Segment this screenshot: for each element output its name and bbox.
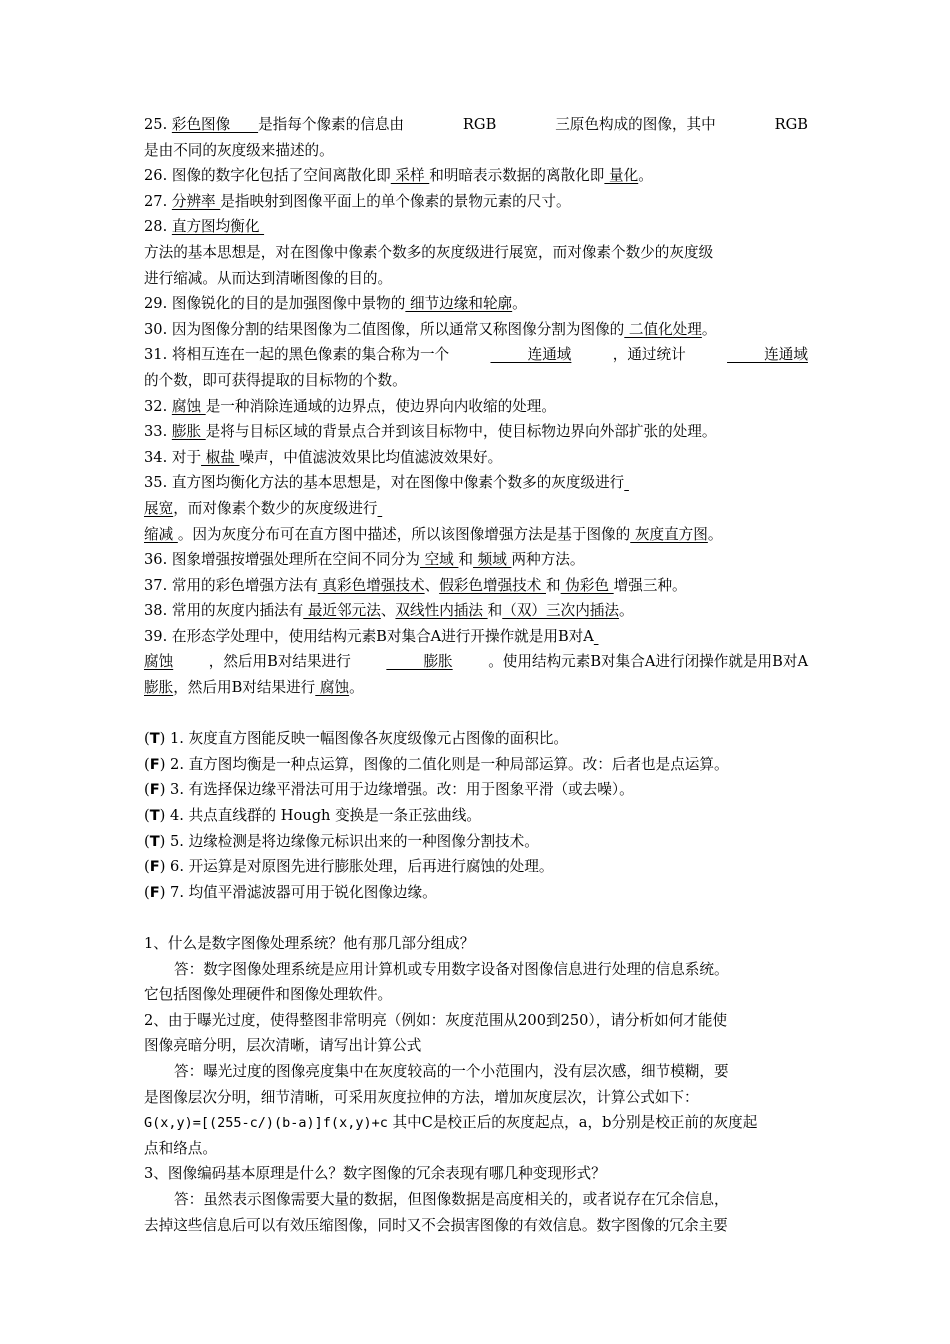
tf-mark: F: [149, 755, 160, 773]
fill-line: 的个数，即可获得提取的目标物的个数。: [144, 371, 407, 389]
question-text: 。因为灰度分布可在直方图中描述，所以该图像增强方法是基于图像的: [177, 525, 631, 543]
question-text: 29. 图像锐化的目的是加强图像中景物的: [144, 295, 406, 313]
tf-mark: T: [149, 832, 160, 850]
tf-mark: T: [149, 807, 160, 825]
tf-mark: T: [149, 730, 160, 748]
tf-mark: F: [149, 781, 160, 799]
question-text: 。: [619, 602, 634, 620]
tf-statement: 7. 均值平滑滤波器可用于锐化图像边缘。: [165, 883, 437, 901]
qa-line: 点和络点。: [144, 1139, 217, 1157]
paren: (: [144, 730, 150, 748]
question-text: 噪声，中值滤波效果比均值滤波效果好。: [239, 448, 503, 466]
fill-line: [144, 342, 808, 368]
qa-line: 是图像层次分明，细节清晰，可采用灰度拉伸的方法，增加灰度层次，计算公式如下：: [144, 1088, 699, 1106]
question-text: 。: [512, 295, 527, 313]
question-text: 31. 将相互连在一起的黑色像素的集合称为一个: [144, 346, 450, 364]
qa-line: 答：数字图像处理系统是应用计算机或专用数字设备对图像信息进行处理的信息系统。: [174, 960, 729, 978]
answer-blank: 膨胀: [144, 679, 174, 697]
question-text: 。: [638, 167, 653, 185]
fill-line: 方法的基本思想是，对在图像中像素个数多的灰度级进行展宽，而对像素个数少的灰度级: [144, 243, 714, 261]
answer-blank: 连通域: [490, 346, 572, 364]
answer-blank: 连通域: [727, 346, 808, 364]
tf-mark: F: [149, 858, 160, 876]
question-text: 27.: [144, 192, 172, 210]
question-text: 39. 在形态学处理中，使用结构元素B对集合A进行开操作就是用B对A: [144, 627, 594, 645]
answer-blank: 采样: [390, 167, 430, 185]
question-text: 。: [707, 525, 723, 543]
paren: (: [144, 832, 150, 850]
fill-line: 是由不同的灰度级来描述的。: [144, 141, 334, 159]
answer-blank: 缩减: [144, 525, 178, 543]
section-gap: [144, 905, 808, 931]
question-text: ，然后用B对结果进行: [173, 679, 316, 697]
tf-statement: 6. 开运算是对原图先进行膨胀处理，后再进行腐蚀的处理。: [165, 858, 554, 876]
fill-line: [144, 675, 808, 701]
answer-blank: [624, 474, 629, 491]
paren: ): [159, 730, 166, 748]
fill-line: [144, 214, 808, 240]
fill-line: [144, 394, 808, 420]
fill-line: [144, 470, 808, 496]
question-text: 30. 因为图像分割的结果图像为二值图像，所以通常又称图像分割为图像的: [144, 320, 625, 338]
tf-item: [144, 829, 808, 855]
paren: ): [159, 781, 166, 799]
answer-blank: 空域: [419, 551, 459, 569]
document-page: [144, 112, 808, 1238]
tf-statement: 5. 边缘检测是将边缘像元标识出来的一种图像分割技术。: [165, 832, 539, 850]
answer-blank: 频域: [473, 551, 512, 569]
qa-line: 1、什么是数字图像处理系统？他有那几部分组成？: [144, 935, 475, 952]
answer-blank: 腐蚀: [315, 679, 350, 697]
qa-line: 答：虽然表示图像需要大量的数据，但图像数据是高度相关的，或者说存在冗余信息，: [174, 1190, 729, 1208]
answer-blank: [378, 500, 383, 517]
question-text: 38. 常用的灰度内插法有: [144, 602, 304, 620]
fill-line: 进行缩减。从而达到清晰图像的目的。: [144, 269, 393, 287]
question-text: [144, 112, 404, 138]
paren: (: [144, 781, 150, 799]
fill-line: [144, 445, 808, 471]
answer-blank: （双）三次内插法: [502, 602, 619, 620]
fill-line: [144, 112, 808, 138]
answer-blank: 双线性内插法: [395, 602, 488, 620]
answer-blank: 灰度直方图: [630, 525, 708, 543]
question-text: 36. 图象增强按增强处理所在空间不同分为: [144, 551, 420, 569]
qa-line: 答：曝光过度的图像亮度集中在灰度较高的一个小范围内，没有层次感，细节模糊，要: [174, 1062, 729, 1080]
answer-text: 其中C是校正后的灰度起点，a，b分别是校正前的灰度起: [387, 1114, 758, 1132]
answer-blank: 二值化处理: [624, 320, 702, 338]
answer-blank: 直方图均衡化: [171, 218, 265, 236]
fill-line: [144, 547, 808, 573]
question-text: 是指每个像素的信息由: [258, 116, 405, 133]
question-text: 34. 对于: [144, 448, 202, 466]
question-text: 35. 直方图均衡化方法的基本思想是，对在图像中像素个数多的灰度级进行: [144, 474, 625, 492]
fill-line: [144, 649, 808, 675]
answer-blank: 腐蚀: [171, 397, 206, 415]
question-text: 和明暗表示数据的离散化即: [429, 167, 605, 185]
tf-item: [144, 854, 808, 880]
question-text: ，而对像素个数少的灰度级进行: [173, 499, 378, 517]
question-text: 和: [487, 602, 503, 620]
paren: ): [159, 807, 166, 825]
question-text: 和: [458, 551, 474, 569]
qa-line: 2、由于曝光过度，使得整图非常明亮（例如：灰度范围从200到250），请分析如何才能使: [144, 1011, 728, 1029]
answer-blank: 细节边缘和轮廓: [405, 295, 513, 313]
answer-blank: 腐蚀: [144, 653, 174, 671]
fill-line: [144, 573, 808, 599]
question-text: 是将与目标区域的背景点合并到该目标物中，使目标物边界向外部扩张的处理。: [205, 423, 717, 441]
answer-blank: 展宽: [144, 499, 174, 517]
answer-blank: 假彩色增强技术: [439, 576, 546, 594]
answer-blank: 量化: [604, 167, 639, 185]
question-text: 。使用结构元素B对集合A进行闭操作就是用B对A: [488, 653, 808, 671]
paren: ): [159, 832, 166, 850]
tf-statement: 1. 灰度直方图能反映一幅图像各灰度级像元占图像的面积比。: [165, 730, 569, 748]
answer-blank: 膨胀: [171, 423, 206, 441]
question-text: 。: [349, 679, 364, 697]
tf-item: [144, 803, 808, 829]
fill-line: [144, 163, 808, 189]
qa-line: [144, 1110, 808, 1136]
question-text: 、: [380, 602, 396, 620]
tf-statement: 2. 直方图均衡是一种点运算，图像的二值化则是一种局部运算。改：后者也是点运算。: [165, 755, 729, 773]
paren: (: [144, 858, 150, 876]
answer-blank: [594, 628, 599, 645]
tf-item: [144, 777, 808, 803]
paren: (: [144, 755, 150, 773]
question-text: 32.: [144, 397, 172, 415]
question-text: 是一种消除连通域的边界点，使边界向内收缩的处理。: [205, 397, 556, 415]
tf-statement: 3. 有选择保边缘平滑法可用于边缘增强。改：用于图象平滑（或去噪）。: [165, 781, 634, 799]
answer-blank: 膨胀: [386, 653, 453, 671]
fill-line: [144, 419, 808, 445]
question-number: 25.: [144, 116, 172, 133]
question-text: 33.: [144, 423, 172, 441]
true-false-section: [144, 726, 808, 905]
answer-blank: 分辨率: [171, 192, 221, 210]
question-text: 37. 常用的彩色增强方法有: [144, 576, 318, 594]
question-text: 、: [424, 576, 440, 594]
qa-line: 图像亮暗分明，层次清晰，请写出计算公式: [144, 1037, 422, 1055]
fill-line: [144, 598, 808, 624]
tf-mark: F: [149, 883, 160, 901]
short-answer-section: [144, 931, 808, 1238]
fill-line: [144, 522, 808, 548]
qa-line: 去掉这些信息后可以有效压缩图像，同时又不会损害图像的有效信息。数字图像的冗余主要: [144, 1216, 728, 1234]
paren: (: [144, 883, 150, 901]
answer-blank: 伪彩色: [560, 576, 614, 594]
fill-in-blank-section: [144, 112, 808, 701]
answer-blank: 真彩色增强技术: [317, 576, 425, 594]
answer-blank: 彩色图像: [171, 116, 259, 133]
qa-line: 它包括图像处理硬件和图像处理软件。: [144, 986, 393, 1004]
question-text: ，通过统计: [612, 346, 686, 364]
paren: ): [159, 858, 166, 876]
question-text: 三原色构成的图像，其中: [555, 116, 716, 133]
section-gap: [144, 701, 808, 727]
fill-line: [144, 317, 808, 343]
paren: (: [144, 807, 150, 825]
question-text: 增强三种。: [613, 576, 687, 594]
tf-item: [144, 880, 808, 906]
question-text: RGB: [462, 116, 497, 133]
fill-line: [144, 624, 808, 650]
question-text: RGB: [774, 116, 808, 133]
question-text: 。: [701, 320, 717, 338]
qa-line: 3、图像编码基本原理是什么？数字图像的冗余表现有哪几种变现形式？: [144, 1165, 606, 1183]
answer-blank: 椒盐: [201, 448, 240, 466]
fill-line: [144, 291, 808, 317]
answer-blank: 最近邻元法: [303, 602, 381, 620]
tf-item: [144, 752, 808, 778]
tf-statement: 4. 共点直线群的 Hough 变换是一条正弦曲线。: [165, 807, 482, 825]
question-text: 和: [546, 576, 561, 594]
question-text: 两种方法。: [511, 551, 585, 569]
formula: G(x,y)=[(255-c/)(b-a)]f(x,y)+c: [144, 1115, 388, 1132]
tf-item: [144, 726, 808, 752]
paren: ): [159, 755, 166, 773]
paren: ): [159, 883, 166, 901]
fill-line: [144, 496, 808, 522]
question-text: 26. 图像的数字化包括了空间离散化即: [144, 167, 391, 185]
question-text: 28.: [144, 218, 172, 236]
question-text: 是指映射到图像平面上的单个像素的景物元素的尺寸。: [220, 192, 571, 210]
fill-line: [144, 189, 808, 215]
question-text: ，然后用B对结果进行: [208, 653, 351, 671]
